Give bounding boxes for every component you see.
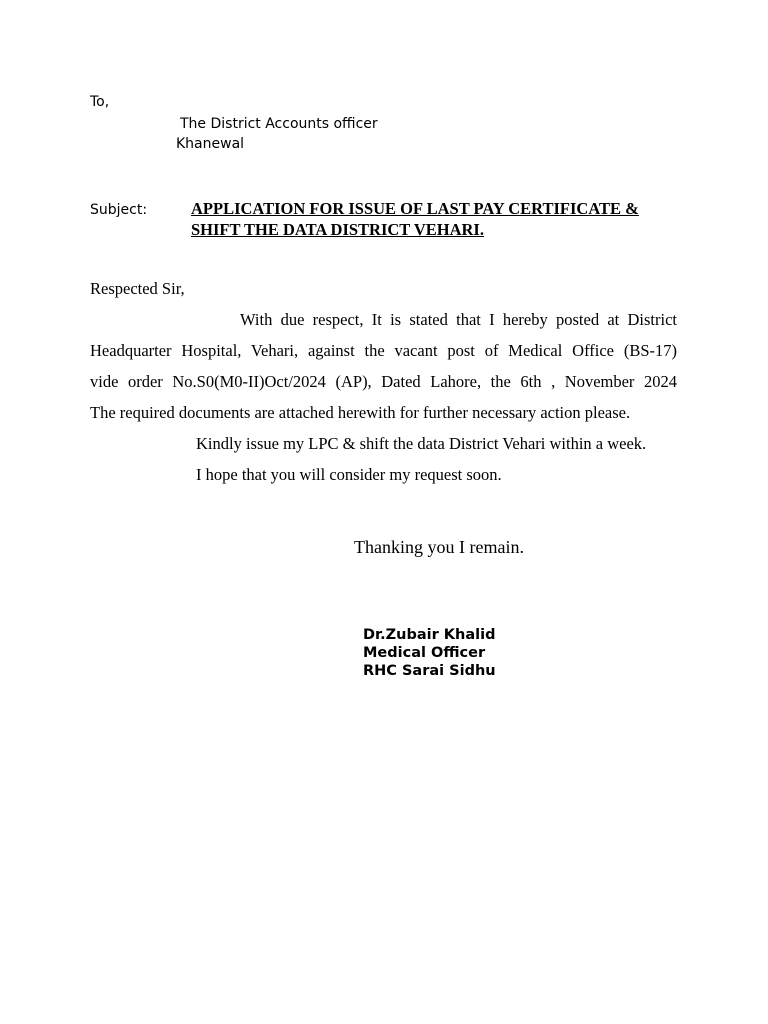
body-paragraph-line: The required documents are attached herewith for further necessary action please.: [90, 403, 631, 422]
request-paragraph: Kindly issue my LPC & shift the data District Vehari within a week.: [196, 434, 647, 453]
body-paragraph-line: With due respect, It is stated that I hereby posted at District: [240, 310, 677, 329]
subject-label: Subject:: [90, 202, 148, 218]
body-paragraph-line: Headquarter Hospital, Vehari, against the vacant post of Medical Office (BS-17): [90, 341, 677, 360]
closing-line: Thanking you I remain.: [354, 537, 524, 557]
recipient-title: The District Accounts officer: [180, 116, 378, 132]
body-paragraph-line: vide order No.S0(M0-II)Oct/2024 (AP), Dated Lahore, the 6th , November 2024: [90, 372, 677, 391]
hope-paragraph: I hope that you will consider my request soon.: [196, 465, 502, 484]
addressee-label: To,: [90, 94, 110, 110]
subject-line: SHIFT THE DATA DISTRICT VEHARI.: [191, 220, 484, 239]
subject-line: APPLICATION FOR ISSUE OF LAST PAY CERTIFICATE &: [191, 199, 639, 218]
signature-name: Dr.Zubair Khalid: [363, 627, 496, 643]
salutation: Respected Sir,: [90, 279, 185, 298]
signature-designation: Medical Officer: [363, 645, 486, 661]
signature-office: RHC Sarai Sidhu: [363, 663, 496, 679]
recipient-place: Khanewal: [176, 136, 245, 152]
